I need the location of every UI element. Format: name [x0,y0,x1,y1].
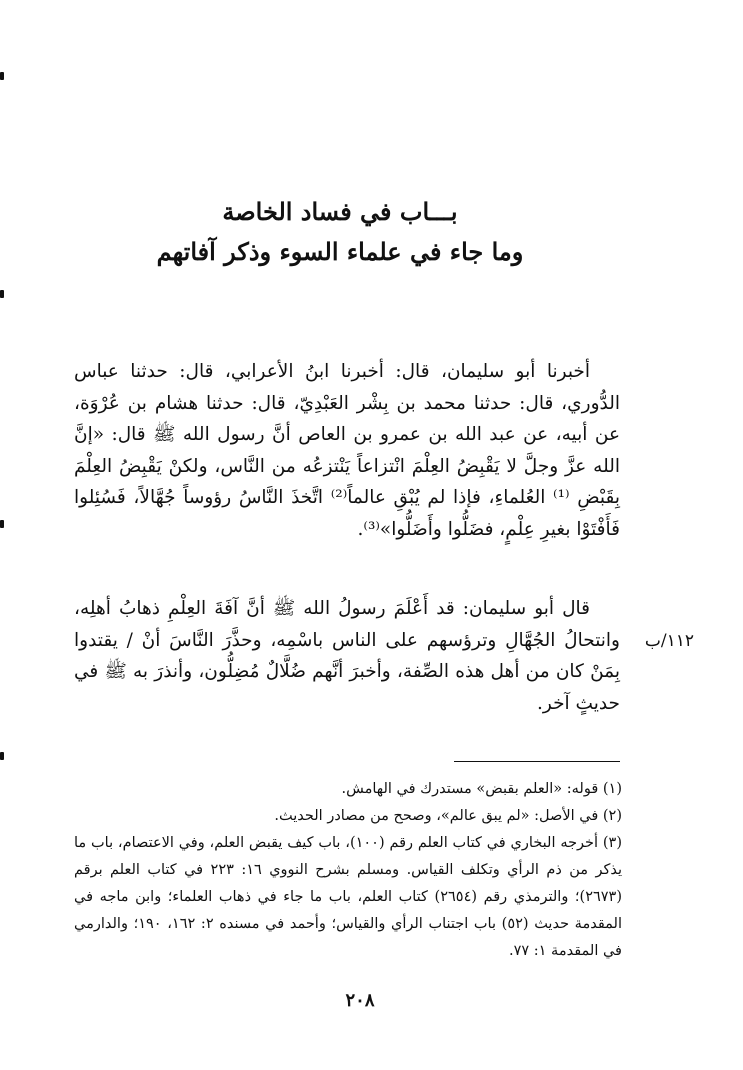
scan-edge-mark [0,520,4,528]
footnote-3: (٣) أخرجه البخاري في كتاب العلم رقم (١٠٠)، باب كيف يقبض العلم، وفي الاعتصام، باب ما يذكر من ذم الرأي وتكلف القياس. ومسلم بشرح النووي ١٦: ٢٢٣ في كتاب العلم برقم (٢٦٧٣)؛ والترمذي رقم (٢٦٥٤) كتاب العلم، باب ما جاء في ذهاب العلماء؛ وابن ماجه في المقدمة حديث (٥٢) باب اجتناب الرأي والقياس؛ وأحمد في مسنده ٢: ١٦٢، ١٩٠؛ والدارمي في المقدمة ١: ٧٧. [74,835,623,959]
footnote-separator [454,761,620,762]
page-number: ٢٠٨ [345,990,375,1011]
chapter-title-line-1: بـــاب في فساد الخاصة [222,197,458,226]
manuscript-folio-reference: ١١٢/ب [644,631,694,651]
footnote-1: (١) قوله: «العلم بقبض» مستدرك في الهامش. [341,781,622,797]
scan-edge-mark [0,752,4,760]
footnote-2: (٢) في الأصل: «لم يبق عالم»، وصحح من مصادر الحديث. [274,808,622,824]
commentary-paragraph [74,593,620,719]
paragraph-text: أخبرنا أبو سليمان، قال: أخبرنا ابنُ الأعرابي، قال: حدثنا عباس الدُّوري، قال: حدثنا محمد بن بِشْر العَبْدِيّ، قال: حدثنا هشام بن عُرْوَة، عن أبيه، عن عبد الله بن عمرو بن العاص أنَّ رسول الله ﷺ قال: «إنَّ الله عزَّ وجلَّ لا يَقْبِضُ العِلْمَ انْتزاعاً يَنْتزعُه من النَّاس، ولكنْ يَقْبِضُ العِلْمَ بِقَبْضِ ⁽¹⁾ العُلماءِ، فإذا لم يُبْقِ عالماً⁽²⁾ اتَّخذَ النَّاسُ رؤوساً جُهَّالاً، فَسُئِلوا فَأَفْتَوْا بغيرِ عِلْمٍ، فضَلُّوا وأَضَلُّوا»⁽³⁾. [74,361,621,540]
footnotes-section [74,776,622,965]
hadith-paragraph [74,356,620,545]
chapter-heading [130,192,550,272]
chapter-title-line-2: وما جاء في علماء السوء وذكر آفاتهم [156,237,524,266]
paragraph-text: قال أبو سليمان: قد أَعْلَمَ رسولُ الله ﷺ أنَّ آفَةَ العِلْمِ ذهابُ أهلِه، وانتحالُ الجُهَّالِ وترؤسهم على الناس باسْمِه، وحذَّرَ النَّاسَ أنْ / يقتدوا بِمَنْ كان من أهل هذه الصِّفة، وأخبرَ أنَّهم ضُلَّالٌ مُضِلُّون، وأنذرَ به ﷺ في حديثٍ آخر. [74,598,620,714]
scan-edge-mark [0,290,4,298]
scan-edge-mark [0,72,4,80]
